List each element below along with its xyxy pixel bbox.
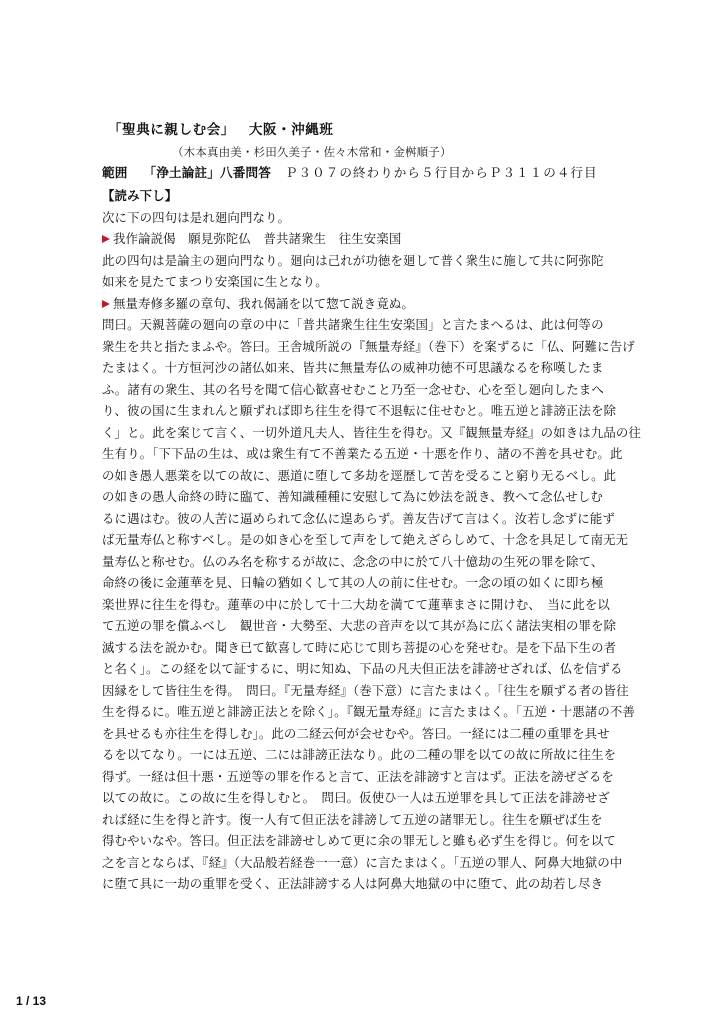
text-line xyxy=(102,723,622,745)
line-text: 衆生を共と指たまふや。答曰。王舎城所説の『無量寿経』（巻下）を案ずるに「仏、阿難に告げ xyxy=(102,338,635,354)
text-line xyxy=(102,465,622,487)
text-line xyxy=(102,701,635,723)
verse-line xyxy=(102,228,622,250)
line-text: に堕て具に一劫の重罪を受く、正法誹謗する人は阿鼻大地獄の中に堕て、此の劫若し尽き xyxy=(102,876,604,891)
text-line xyxy=(102,615,622,637)
line-text: るを以てなり。一には五逆、二には誹謗正法なり。此の二種の罪を以ての故に所故に往生を xyxy=(102,747,617,762)
line-text: 此の四句は是論主の廻向門なり。廻向は己れが功徳を廻して普く衆生に施して共に阿弥陀 xyxy=(102,252,604,268)
text-line xyxy=(102,809,622,831)
body-text xyxy=(102,207,641,895)
range-title: 「浄土論註」八番問答 xyxy=(143,165,271,180)
document-page xyxy=(102,118,641,895)
line-text: 以ての故に。この故に生を得しむと。 問曰。仮使ひ一人は五逆罪を具して正法を誹謗せざ xyxy=(102,790,610,805)
line-text: 生有り。「下下品の生は、或は衆生有て不善業たる五逆・十悪を作り、諸の不善を具せむ。此 xyxy=(102,446,623,461)
text-line xyxy=(102,336,635,358)
text-line xyxy=(102,873,622,895)
line-text: 量寿仏と称せむ。仏のみ名を称するが故に、念念の中に於て八十億劫の生死の罪を除て、 xyxy=(102,553,604,569)
text-line xyxy=(102,572,622,594)
line-text: の如き愚人悪業を以ての故に、悪道に堕して多劫を逕歴して苦を受ること窮り无るべし。此 xyxy=(102,467,617,483)
line-text: れば経に生を得と許す。復一人有て但正法を誹謗して五逆の諸罪无し。往生を願ぜば生を xyxy=(102,811,603,827)
text-line xyxy=(102,852,622,874)
line-text: と名く」。この経を以て証するに、明に知ぬ、下品の凡夫但正法を誹謗せざれば、仏を信ずる xyxy=(102,661,623,676)
range-label: 範囲 xyxy=(102,165,128,180)
line-text: 生を得るに。唯五逆と誹謗正法とを除く」。『観无量寿経』に言たまはく。「五逆・十悪諸の不善 xyxy=(102,704,635,719)
line-text: 無量寿修多羅の章句、我れ偈誦を以て惣て説き竟ぬ。 xyxy=(113,295,414,311)
text-line xyxy=(102,830,622,852)
text-line xyxy=(102,787,622,809)
line-text: ば无量寿仏と称すべし。是の如き心を至して声をして絶えざらしめて、十念を具足して南无无 xyxy=(102,532,629,547)
line-text: 楽世界に往生を得む。蓮華の中に於して十二大劫を満てて蓮華まさに開けむ、 当に此を以 xyxy=(102,596,610,612)
text-line xyxy=(102,658,622,680)
text-line xyxy=(102,744,622,766)
branch-name: 大阪・沖縄班 xyxy=(248,122,334,138)
text-line xyxy=(102,314,622,336)
line-text: 得むやいなや。答曰。但正法を誹謗せしめて更に余の罪无しと雖も必ず生を得じ。何を以て xyxy=(102,833,616,848)
line-text: 我作論説偈 願見弥陀仏 普共諸衆生 往生安楽国 xyxy=(113,231,402,246)
page-number: 1 / 13 xyxy=(16,994,47,1008)
document-title xyxy=(102,118,622,143)
text-line xyxy=(102,508,622,530)
text-line xyxy=(102,250,622,272)
verse-line xyxy=(102,293,622,315)
line-text: 之を言とならば、『経』（大品般若経巻一一意）に言たまはく。「五逆の罪人、阿鼻大地獄の中 xyxy=(102,854,623,870)
range-line xyxy=(102,161,622,185)
text-line xyxy=(102,637,622,659)
text-line xyxy=(102,486,622,508)
triangle-marker-icon xyxy=(102,235,110,243)
triangle-marker-icon xyxy=(102,300,110,308)
line-text: く」と。此を案じて言く、一切外道凡夫人、皆往生を得む。又『観無量寿経』の如きは九品の往 xyxy=(102,424,641,440)
text-line xyxy=(102,207,622,229)
text-line xyxy=(102,379,622,401)
text-line xyxy=(102,271,622,293)
line-text: 滅する法を説かむ。聞き已て歓喜して時に応じて則ち菩提の心を発せむ。是を下品下生の者 xyxy=(102,639,617,655)
line-text: 如来を見たてまつり安楽国に生となり。 xyxy=(102,274,328,289)
author-list: （木本真由美・杉田久美子・佐々木常和・金桝順子） xyxy=(172,145,452,159)
text-line xyxy=(102,594,622,616)
line-text: 次に下の四句は是れ廻向門なり。 xyxy=(102,209,291,225)
text-line xyxy=(102,551,622,573)
text-line xyxy=(102,443,622,465)
line-text: るに遇はむ。彼の人苦に逼められて念仏に遑あらず。善友告げて言はく。汝若し念ずに能ず xyxy=(102,510,615,526)
text-line xyxy=(102,357,622,379)
group-name: 「聖典に親しむ会」 xyxy=(108,122,235,138)
line-text: を具せるも亦往生を得しむ」。此の二経云何が会せむや。答曰。一経には二種の重罪を具せ xyxy=(102,725,610,741)
line-text: 問曰。天親菩薩の廻向の章の中に「普共諸衆生往生安楽国」と言たまへるは、此は何等の xyxy=(102,317,604,332)
range-detail: Ｐ３０７の終わりから５行目からＰ３１１の４行目 xyxy=(284,165,598,180)
text-line xyxy=(102,766,622,788)
text-line xyxy=(102,400,622,422)
line-text: たまはく。十方恒河沙の諸仏如来、皆共に無量寿仏の威神功徳不可思議なるを称嘆したま xyxy=(102,360,604,375)
text-line xyxy=(102,422,641,444)
line-text: て五逆の罪を償ふべし 観世音・大勢至、大悲の音声を以て其が為に広く諸法実相の罪を除 xyxy=(102,618,617,633)
text-line xyxy=(102,529,629,551)
line-text: の如きの愚人命終の時に臨て、善知識種種に安慰して為に妙法を説き、教へて念仏せしむ xyxy=(102,489,603,504)
line-text: り、彼の国に生まれんと願ずれば即ち往生を得て不退転に住せむと。唯五逆と誹謗正法を除 xyxy=(102,403,617,418)
line-text: ふ。諸有の衆生、其の名号を聞て信心歓喜せむこと乃至一念せむ、心を至し廻向したまへ xyxy=(102,381,604,397)
section-heading: 【読み下し】 xyxy=(102,188,178,203)
line-text: 命終の後に金蓮華を見、日輪の猶如くして其の人の前に住せむ。一念の頃の如くに即ち極 xyxy=(102,575,604,590)
line-text: 因縁をして皆往生を得。 問曰。『无量寿経』（巻下意）に言たまはく。「往生を願ずる者の皆往 xyxy=(102,682,629,698)
text-line xyxy=(102,680,629,702)
line-text: 得ず。一経は但十悪・五逆等の罪を作ると言て、正法を誹謗すと言はず。正法を謗ぜざるを xyxy=(102,768,614,784)
